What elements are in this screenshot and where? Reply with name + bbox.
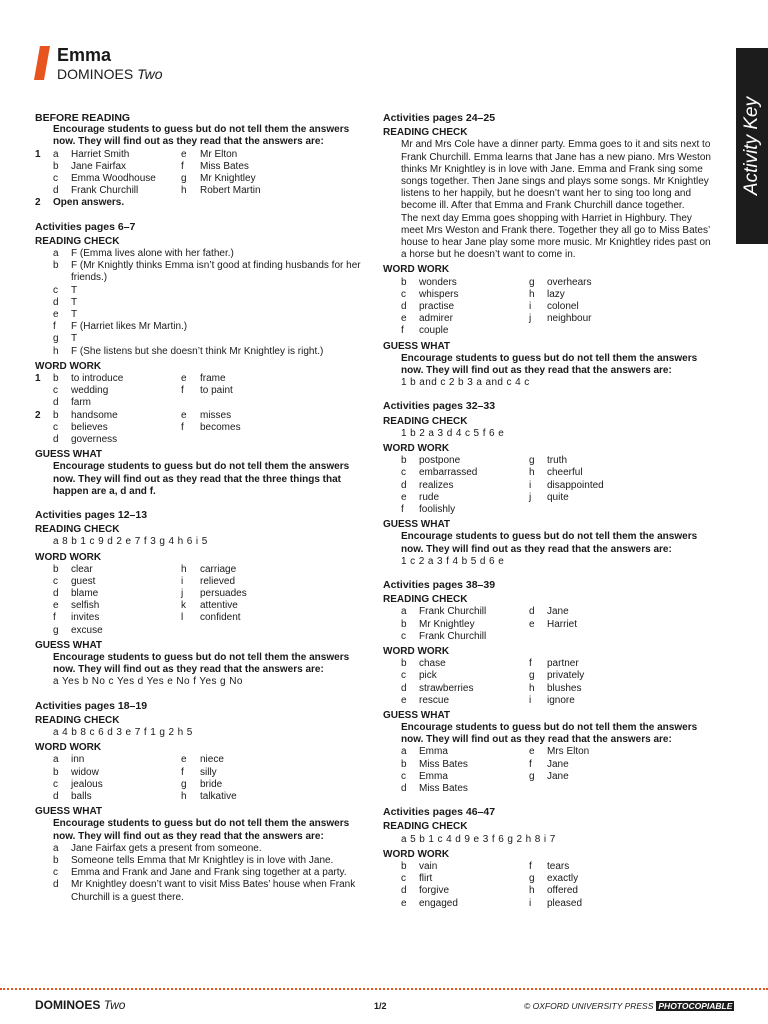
section-title: Activities pages 24–25 [383,112,496,124]
list-item: b postpone g truth [401,455,568,467]
instructions: Encourage students to guess but do not tell them the answers now. They will find out as they read that the answers are: [53,124,350,148]
section-title: Activities pages 12–13 [35,508,148,521]
list-item: e selfish k attentive [53,600,238,612]
footer-divider [0,988,768,990]
list-item: f couple [401,325,449,337]
activity-key-tab: Activity Key [736,48,768,244]
left-column [35,112,370,904]
list-item: g excuse [53,624,103,636]
footer-series: DOMINOES Two [35,998,126,1012]
series-label: DOMINOES Two [57,66,163,82]
list-item: f invites l confident [53,612,241,624]
section-title: Activities pages 32–33 [383,400,496,413]
list-item: c embarrassed h cheerful [401,467,583,479]
list-item: f F (Harriet likes Mr Martin.) [53,321,188,333]
list-item: b clear h carriage [53,563,237,575]
instructions: Encourage students to guess but do not tell them the answers now. They will find out as they read that the answers are: [53,818,350,842]
section-title: BEFORE READING [35,112,131,124]
list-item: c T [53,284,78,296]
list-item: g T [53,333,78,345]
instructions: Encourage students to guess but do not tell them the answers now. They will find out as they read that the answers are: [401,722,698,746]
subsection-title: READING CHECK [383,415,468,427]
list-item: c jealous g bride [53,778,223,790]
list-item: c wedding f to paint [53,385,233,397]
section-title: Activities pages 18–19 [35,699,148,712]
answer-line: 1 c 2 a 3 f 4 b 5 d 6 e [401,555,505,567]
list-item: e rescue i ignore [401,694,575,706]
list-item: b Mr Knightley e Harriet [401,618,578,630]
list-item: d Miss Bates [401,783,468,795]
list-item: a Emma e Mrs Elton [401,746,590,758]
list-item: 1 b to introduce e frame [35,372,226,384]
list-item: e admirer j neighbour [401,313,592,325]
subsection-title: READING CHECK [35,235,120,247]
section-title: Activities pages 38–39 [383,578,496,591]
book-title: Emma [57,45,112,65]
photocopiable-badge: PHOTOCOPIABLE [658,1001,733,1011]
list-item: b chase f partner [401,658,579,670]
logo-mark [34,46,50,80]
list-item: c Frank Churchill [401,630,487,642]
list-item: h F (She listens but she doesn’t think Mr Knightley is right.) [53,345,324,357]
subsection-title: GUESS WHAT [383,709,451,721]
answer-line: 1 b and c 2 b 3 a and c 4 c [401,377,530,389]
list-item: e rude j quite [401,491,569,503]
subsection-title: READING CHECK [35,524,120,536]
list-item: d Frank Churchill h Robert Martin [53,185,261,197]
list-item: 2 b handsome e misses [35,409,232,421]
list-item: d farm [53,397,91,409]
list-item: f foolishly [401,503,456,515]
list-item: b Someone tells Emma that Mr Knightley is in love with Jane. [53,855,334,867]
instructions: Encourage students to guess but do not tell them the answers now. They will find out as they read that the three things that happen are a, d and f. [53,461,350,497]
subsection-title: READING CHECK [383,594,468,606]
subsection-title: GUESS WHAT [35,639,103,651]
instructions: Encourage students to guess but do not tell them the answers now. They will find out as they read that the answers are: [53,652,350,676]
list-item: c whispers h lazy [401,288,565,300]
list-item: c Emma g Jane [401,770,569,782]
instructions: Encourage students to guess but do not tell them the answers now. They will find out as they read that the answers are: [401,531,698,555]
answer-line: a 8 b 1 c 9 d 2 e 7 f 3 g 4 h 6 i 5 [53,536,208,548]
list-item: b Jane Fairfax f Miss Bates [53,160,249,172]
answer-line: a 5 b 1 c 4 d 9 e 3 f 6 g 2 h 8 i 7 [401,833,556,845]
list-item: d balls h talkative [53,791,237,803]
summary-paragraph: The next day Emma goes shopping with Harriet in Highbury. They meet Mrs Weston and Frank there. Together they all go to Miss Bates’ house to hear Jane play some more music. Mr Knightley rides past on a horse but he doesn’t want to come in. [401,212,711,261]
subsection-title: WORD WORK [35,551,102,563]
footer-copyright: © OXFORD UNIVERSITY PRESS PHOTOCOPIABLE [524,1001,733,1011]
section-title: Activities pages 46–47 [383,806,496,819]
subsection-title: GUESS WHAT [35,806,103,818]
list-item: b wonders g overhears [401,276,592,288]
list-item: a Jane Fairfax gets a present from someone. [53,842,262,854]
list-item: c Emma and Frank and Jane and Frank sing together at a party. [53,867,347,879]
list-item: b vain f tears [401,861,570,873]
subsection-title: GUESS WHAT [35,449,103,461]
subsection-title: READING CHECK [383,127,468,139]
subsection-title: READING CHECK [383,821,468,833]
list-item: c Emma Woodhouse g Mr Knightley [53,172,256,184]
list-item: a Frank Churchill d Jane [401,606,569,618]
list-item: b Miss Bates f Jane [401,758,569,770]
list-item: b F (Mr Knightly thinks Emma isn’t good at finding husbands for her friends.) [53,260,361,284]
list-item: a inn e niece [53,754,224,766]
list-item: d forgive h offered [401,885,578,897]
subsection-title: WORD WORK [383,645,450,657]
subsection-title: GUESS WHAT [383,340,451,352]
subsection-title: WORD WORK [383,264,450,276]
list-item: d realizes i disappointed [401,479,604,491]
list-item: c believes f becomes [53,421,241,433]
list-item: d Mr Knightley doesn’t want to visit Miss Bates’ house when Frank Churchill is a guest there. [53,879,356,903]
list-item: d T [53,296,78,308]
answer-line: a Yes b No c Yes d Yes e No f Yes g No [53,676,243,688]
right-column [383,112,713,910]
list-item: d practise i colonel [401,301,579,313]
list-item: 1 a Harriet Smith e Mr Elton [35,148,238,160]
list-item: 2 Open answers. [35,197,125,209]
answer-line: a 4 b 8 c 6 d 3 e 7 f 1 g 2 h 5 [53,727,193,739]
list-item: d blame j persuades [53,588,247,600]
subsection-title: GUESS WHAT [383,519,451,531]
subsection-title: WORD WORK [35,742,102,754]
list-item: d governess [53,433,118,445]
page-number: 1/2 [374,1001,387,1011]
summary-paragraph: Mr and Mrs Cole have a dinner party. Emma goes to it and sits next to Frank Churchill. Emma learns that Jane has a new piano. Mrs Weston thinks Mr Knightley is in love with Jane. Emma and Frank sing some songs together. Then Jane sings and plays some songs. Mr Knightley listens to her happily, but he doesn’t want her to sing too long and become ill. After that Emma and Frank Churchill dance together. [401,139,711,212]
list-item: e engaged i pleased [401,897,583,909]
list-item: a F (Emma lives alone with her father.) [53,247,234,259]
list-item: c guest i relieved [53,575,236,587]
subsection-title: READING CHECK [35,714,120,726]
list-item: b widow f silly [53,766,217,778]
subsection-title: WORD WORK [383,443,450,454]
subsection-title: WORD WORK [35,360,102,372]
answer-line: 1 b 2 a 3 d 4 c 5 f 6 e [401,427,505,439]
list-item: e T [53,308,78,320]
section-title: Activities pages 6–7 [35,220,136,233]
instructions: Encourage students to guess but do not tell them the answers now. They will find out as they read that the answers are: [401,352,698,376]
subsection-title: WORD WORK [383,848,450,860]
list-item: c flirt g exactly [401,873,579,885]
list-item: c pick g privately [401,670,585,682]
list-item: d strawberries h blushes [401,682,582,694]
